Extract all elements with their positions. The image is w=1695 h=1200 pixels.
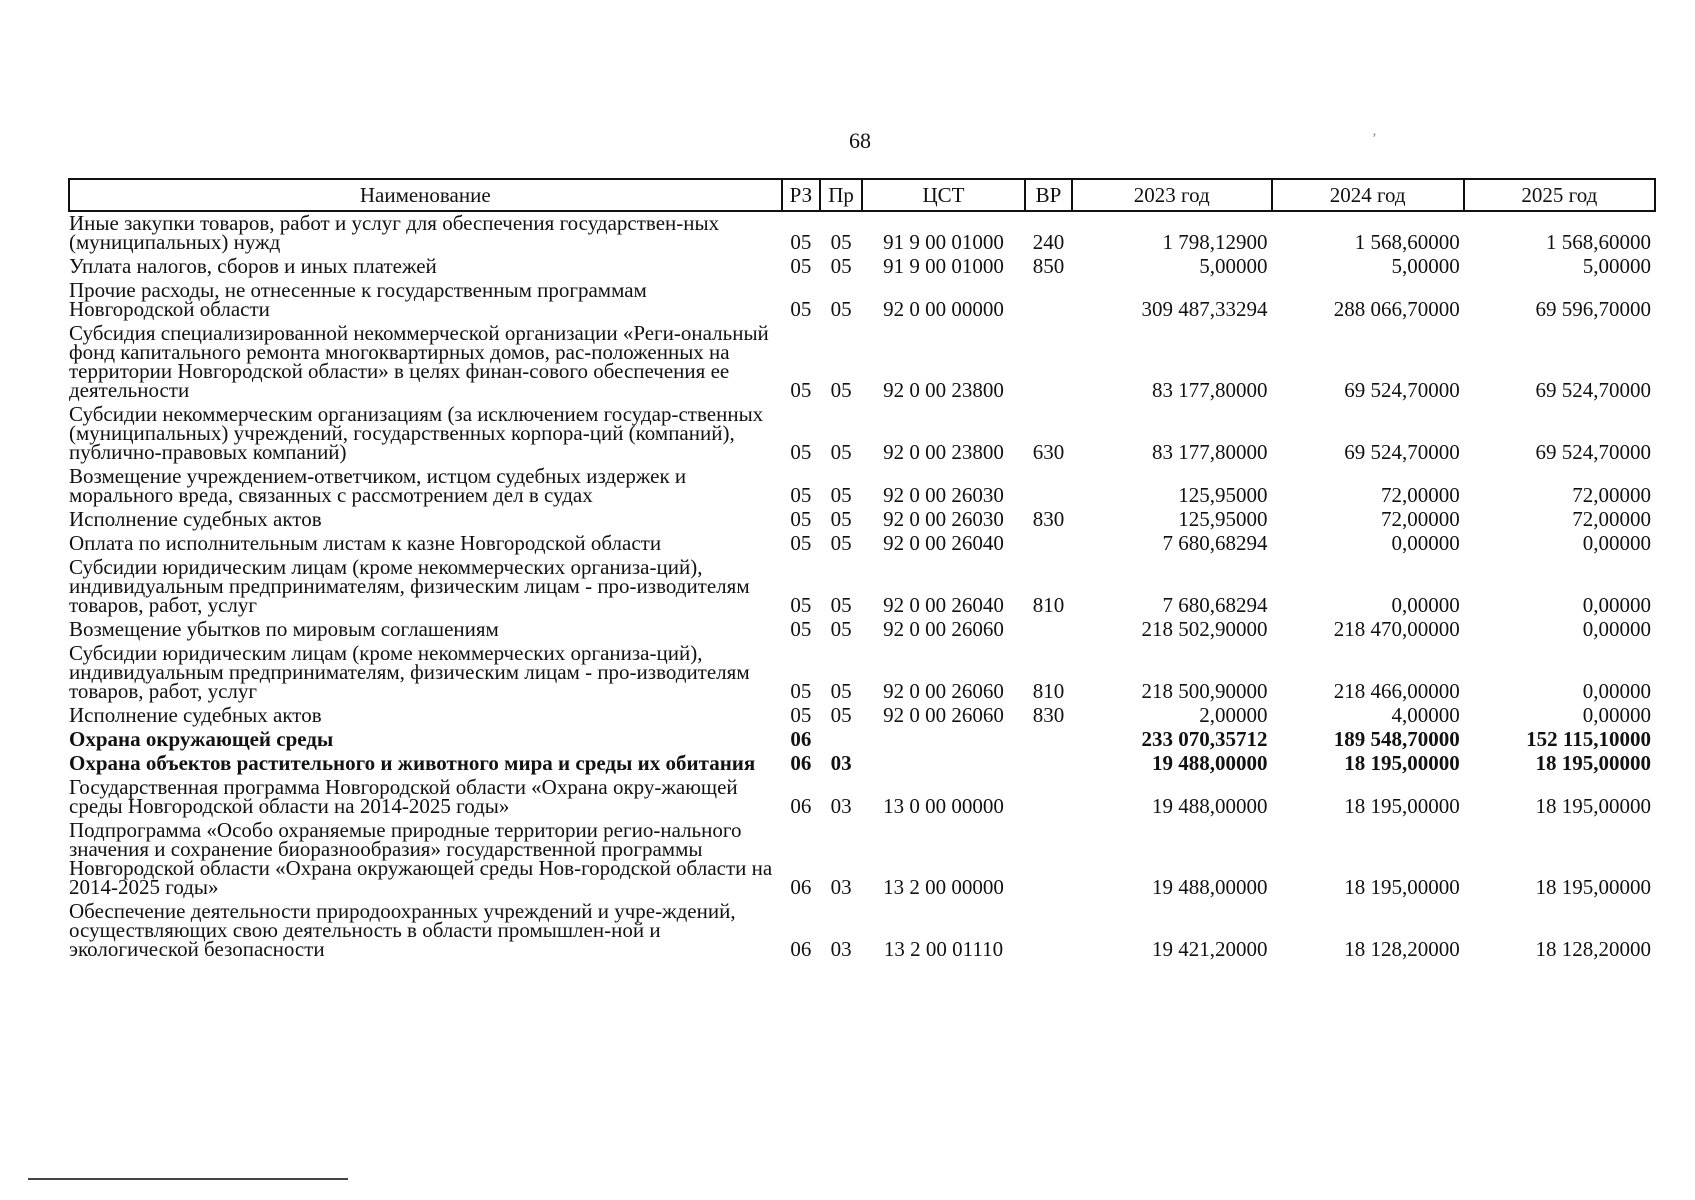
- row-value-2023: 7 680,68294: [1162, 593, 1268, 617]
- row-value-2025: 0,00000: [1582, 531, 1651, 555]
- row-cst: 92 0 00 26040: [883, 593, 1004, 617]
- header-2023: 2023 год: [1072, 179, 1272, 211]
- table-row: [69, 532, 1655, 556]
- row-name: Субсидии юридическим лицам (кроме некоммерческих организа-ций), индивидуальным предпринимателям, физическим лицам - про-изводителям товаров, работ, услуг: [69, 555, 750, 617]
- row-pr: 05: [830, 483, 852, 507]
- row-pr: 03: [830, 794, 852, 818]
- row-value-2023: 309 487,33294: [1141, 297, 1268, 321]
- row-value-2024: 72,00000: [1381, 483, 1460, 507]
- table-row: [69, 403, 1655, 465]
- row-cst: 92 0 00 26060: [883, 679, 1004, 703]
- row-value-2025: 18 195,00000: [1535, 751, 1651, 775]
- table-row: [69, 776, 1655, 819]
- row-name: Оплата по исполнительным листам к казне Новгородской области: [69, 531, 662, 555]
- row-vr: 850: [1032, 254, 1065, 278]
- row-value-2025: 18 128,20000: [1535, 937, 1651, 961]
- row-pr: 05: [830, 531, 852, 555]
- row-value-2023: 218 500,90000: [1141, 679, 1268, 703]
- row-value-2025: 1 568,60000: [1546, 230, 1651, 254]
- row-rz: 05: [790, 617, 812, 641]
- row-rz: 06: [790, 794, 812, 818]
- row-rz: 05: [790, 378, 812, 402]
- row-value-2023: 83 177,80000: [1152, 378, 1268, 402]
- row-cst: 13 2 00 00000: [883, 875, 1004, 899]
- table-row: [69, 728, 1655, 752]
- row-cst: 92 0 00 26040: [883, 531, 1004, 555]
- row-value-2023: 125,95000: [1178, 483, 1268, 507]
- table-row: [69, 465, 1655, 508]
- row-name: Подпрограмма «Особо охраняемые природные территории регио-нального значения и сохранение биоразнообразия» государственной программы Новгородской области «Охрана окружающей среды Нов-городской области на 2014-2025 годы»: [69, 818, 773, 899]
- header-vr: ВР: [1025, 179, 1072, 211]
- row-rz: 05: [790, 440, 812, 464]
- table-body: [69, 211, 1655, 962]
- table-row: [69, 556, 1655, 618]
- row-cst: 92 0 00 00000: [883, 297, 1004, 321]
- table-header-row: [69, 179, 1655, 211]
- row-name: Охрана объектов растительного и животного мира и среды их обитания: [69, 751, 756, 775]
- row-pr: [820, 728, 862, 752]
- row-pr: 05: [830, 703, 852, 727]
- row-name: Субсидии юридическим лицам (кроме некоммерческих организа-ций), индивидуальным предпринимателям, физическим лицам - про-изводителям товаров, работ, услуг: [69, 641, 750, 703]
- row-vr: [1025, 752, 1072, 776]
- row-pr: 05: [830, 440, 852, 464]
- row-rz: 05: [790, 593, 812, 617]
- row-value-2023: 19 488,00000: [1152, 875, 1268, 899]
- row-pr: 05: [830, 617, 852, 641]
- row-value-2025: 72,00000: [1572, 507, 1651, 531]
- row-value-2023: 5,00000: [1199, 254, 1268, 278]
- row-rz: 05: [790, 254, 812, 278]
- row-value-2024: 18 128,20000: [1344, 937, 1460, 961]
- row-value-2023: 1 798,12900: [1162, 230, 1268, 254]
- row-value-2024: 1 568,60000: [1354, 230, 1460, 254]
- row-value-2023: 19 421,20000: [1152, 937, 1268, 961]
- row-value-2024: 18 195,00000: [1344, 794, 1460, 818]
- row-pr: 05: [830, 230, 852, 254]
- row-pr: 03: [830, 937, 852, 961]
- row-value-2024: 189 548,70000: [1333, 727, 1460, 751]
- row-rz: 05: [790, 679, 812, 703]
- row-value-2024: 18 195,00000: [1344, 751, 1460, 775]
- table-row: [69, 618, 1655, 642]
- row-cst: 91 9 00 01000: [883, 230, 1004, 254]
- row-cst: 92 0 00 23800: [883, 440, 1004, 464]
- row-value-2023: 83 177,80000: [1152, 440, 1268, 464]
- row-vr: [1025, 532, 1072, 556]
- table-row: [69, 819, 1655, 900]
- row-rz: 05: [790, 297, 812, 321]
- row-value-2024: 4,00000: [1391, 703, 1460, 727]
- page-number: 68: [849, 128, 871, 153]
- row-value-2025: 0,00000: [1582, 679, 1651, 703]
- row-vr: 830: [1032, 703, 1065, 727]
- row-value-2024: 5,00000: [1391, 254, 1460, 278]
- footnote-divider: [28, 1178, 348, 1180]
- row-cst: 91 9 00 01000: [883, 254, 1004, 278]
- row-name: Прочие расходы, не отнесенные к государственным программам Новгородской области: [69, 278, 647, 321]
- header-pr: Пр: [820, 179, 862, 211]
- row-value-2023: 19 488,00000: [1152, 794, 1268, 818]
- row-name: Исполнение судебных актов: [69, 507, 322, 531]
- row-value-2025: 72,00000: [1572, 483, 1651, 507]
- row-name: Возмещение убытков по мировым соглашениям: [69, 617, 499, 641]
- row-pr: 03: [830, 751, 852, 775]
- row-rz: 05: [790, 507, 812, 531]
- row-cst: [862, 752, 1025, 776]
- row-name: Иные закупки товаров, работ и услуг для обеспечения государствен-ных (муниципальных) нужд: [69, 211, 720, 254]
- row-cst: 92 0 00 26060: [883, 703, 1004, 727]
- row-vr: [1025, 322, 1072, 403]
- row-pr: 05: [830, 679, 852, 703]
- row-value-2024: 288 066,70000: [1333, 297, 1460, 321]
- row-value-2023: 19 488,00000: [1152, 751, 1268, 775]
- row-value-2025: 18 195,00000: [1535, 794, 1651, 818]
- table-row: [69, 211, 1655, 255]
- row-rz: 06: [790, 937, 812, 961]
- row-name: Обеспечение деятельности природоохранных учреждений и учре-ждений, осуществляющих свою деятельность в области промышлен-ной и экологической безопасности: [69, 899, 736, 961]
- row-value-2023: 218 502,90000: [1141, 617, 1268, 641]
- table-row: [69, 642, 1655, 704]
- row-cst: 13 2 00 01110: [883, 937, 1004, 961]
- row-vr: [1025, 465, 1072, 508]
- row-value-2025: 0,00000: [1582, 703, 1651, 727]
- row-rz: 05: [790, 483, 812, 507]
- row-vr: [1025, 279, 1072, 322]
- row-value-2025: 5,00000: [1582, 254, 1651, 278]
- row-vr: [1025, 900, 1072, 962]
- row-rz: 05: [790, 531, 812, 555]
- row-value-2025: 69 596,70000: [1535, 297, 1651, 321]
- row-rz: 05: [790, 230, 812, 254]
- row-vr: [1025, 819, 1072, 900]
- row-value-2023: 2,00000: [1199, 703, 1268, 727]
- row-value-2023: 125,95000: [1178, 507, 1268, 531]
- row-vr: 810: [1032, 679, 1065, 703]
- row-name: Субсидия специализированной некоммерческой организации «Реги-ональный фонд капитального ремонта многоквартирных домов, рас-положенных на территории Новгородской области» в целях финан-сового обеспечения ее деятельности: [69, 321, 769, 402]
- row-vr: [1025, 728, 1072, 752]
- row-vr: [1025, 776, 1072, 819]
- row-value-2025: 69 524,70000: [1535, 378, 1651, 402]
- table-row: [69, 322, 1655, 403]
- row-value-2024: 0,00000: [1391, 531, 1460, 555]
- row-rz: 06: [790, 751, 812, 775]
- header-rz: РЗ: [782, 179, 821, 211]
- header-name: Наименование: [69, 179, 782, 211]
- row-value-2024: 218 470,00000: [1333, 617, 1460, 641]
- row-value-2024: 69 524,70000: [1344, 378, 1460, 402]
- row-pr: 05: [830, 507, 852, 531]
- scan-artifact-mark: ‚: [1372, 124, 1377, 139]
- row-value-2024: 18 195,00000: [1344, 875, 1460, 899]
- table-row: [69, 900, 1655, 962]
- row-value-2025: 0,00000: [1582, 593, 1651, 617]
- row-value-2023: 233 070,35712: [1141, 727, 1268, 751]
- row-cst: 13 0 00 00000: [883, 794, 1004, 818]
- row-name: Государственная программа Новгородской области «Охрана окру-жающей среды Новгородской области на 2014-2025 годы»: [69, 775, 738, 818]
- row-cst: 92 0 00 26060: [883, 617, 1004, 641]
- row-cst: 92 0 00 23800: [883, 378, 1004, 402]
- row-pr: 05: [830, 593, 852, 617]
- row-rz: 05: [790, 703, 812, 727]
- budget-table: [68, 178, 1656, 962]
- row-pr: 05: [830, 297, 852, 321]
- row-vr: [1025, 618, 1072, 642]
- row-pr: 05: [830, 378, 852, 402]
- row-cst: 92 0 00 26030: [883, 483, 1004, 507]
- row-cst: [862, 728, 1025, 752]
- row-vr: 630: [1032, 440, 1065, 464]
- table-row: [69, 508, 1655, 532]
- table-row: [69, 255, 1655, 279]
- row-value-2025: 0,00000: [1582, 617, 1651, 641]
- row-vr: 810: [1032, 593, 1065, 617]
- row-value-2025: 69 524,70000: [1535, 440, 1651, 464]
- row-vr: 830: [1032, 507, 1065, 531]
- row-value-2025: 18 195,00000: [1535, 875, 1651, 899]
- row-cst: 92 0 00 26030: [883, 507, 1004, 531]
- row-value-2023: 7 680,68294: [1162, 531, 1268, 555]
- row-value-2024: 0,00000: [1391, 593, 1460, 617]
- row-pr: 05: [830, 254, 852, 278]
- row-name: Субсидии некоммерческим организациям (за исключением государ-ственных (муниципальных) учреждений, государственных корпора-ций (компаний), публично-правовых компаний): [69, 402, 764, 464]
- row-name: Исполнение судебных актов: [69, 703, 322, 727]
- row-rz: 06: [790, 727, 812, 751]
- row-pr: 03: [830, 875, 852, 899]
- header-2024: 2024 год: [1272, 179, 1464, 211]
- row-value-2024: 69 524,70000: [1344, 440, 1460, 464]
- row-name: Охрана окружающей среды: [69, 727, 334, 751]
- row-name: Возмещение учреждением-ответчиком, истцом судебных издержек и морального вреда, связанных с рассмотрением дел в судах: [69, 464, 687, 507]
- header-2025: 2025 год: [1464, 179, 1655, 211]
- row-value-2025: 152 115,10000: [1526, 727, 1651, 751]
- row-vr: 240: [1032, 230, 1065, 254]
- table-row: [69, 752, 1655, 776]
- row-value-2024: 72,00000: [1381, 507, 1460, 531]
- table-row: [69, 704, 1655, 728]
- header-cst: ЦСТ: [862, 179, 1025, 211]
- row-name: Уплата налогов, сборов и иных платежей: [69, 254, 437, 278]
- row-value-2024: 218 466,00000: [1333, 679, 1460, 703]
- table-row: [69, 279, 1655, 322]
- row-rz: 06: [790, 875, 812, 899]
